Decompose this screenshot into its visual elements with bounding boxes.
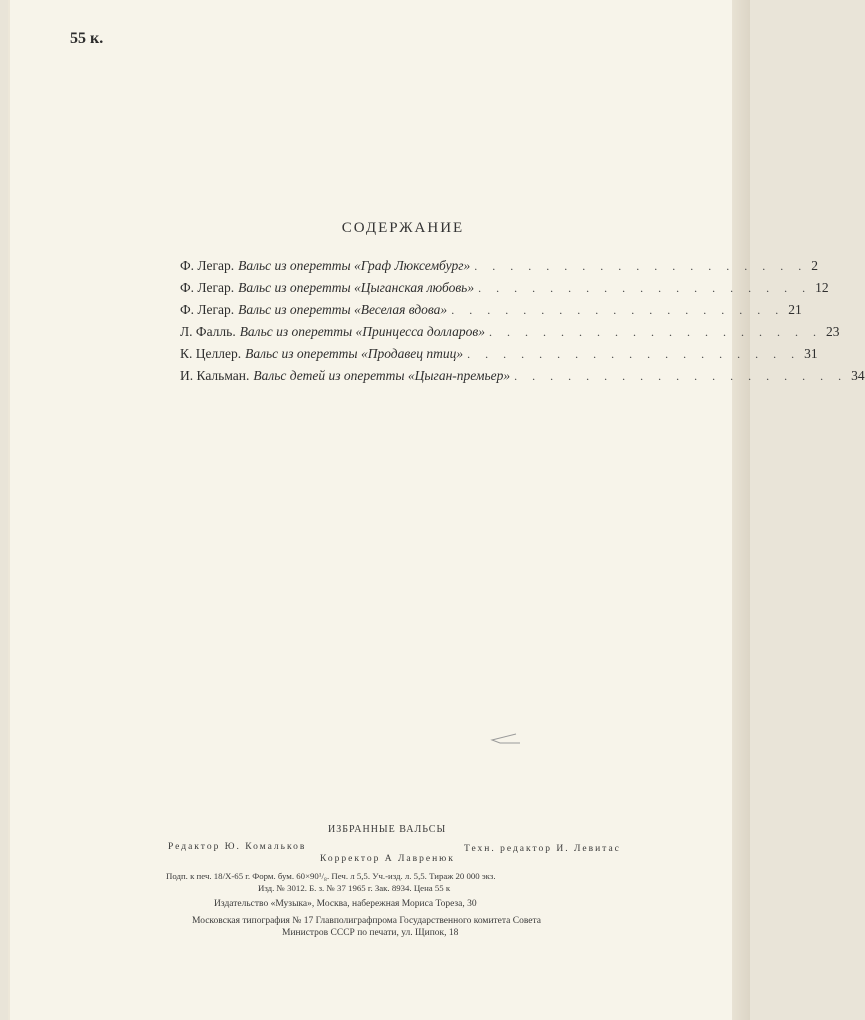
toc-entry-title: Вальс из оперетты «Граф Люксембург» <box>238 258 471 273</box>
toc-entry-title: Вальс из оперетты «Принцесса долларов» <box>239 324 485 339</box>
imprint-publisher: Издательство «Музыка», Москва, набережная Мориса Тореза, 30 <box>214 899 477 909</box>
leader-dots: . . . . . . . . . . . . . . . . . . . <box>467 347 801 361</box>
toc-entry <box>180 302 802 324</box>
toc-author: Ф. Легар. <box>180 302 235 317</box>
imprint-editor: Редактор Ю. Комальков <box>168 842 307 852</box>
leader-dots: . . . . . . . . . . . . . . . . . . . <box>451 303 785 317</box>
imprint-print-details: Подп. к печ. 18/X-65 г. Форм. бум. 60×90¹/₈. Печ. л 5,5. Уч.-изд. л. 5,5. Тираж 20 000 экз. <box>166 871 496 881</box>
price-label: 55 к. <box>70 30 104 47</box>
leader-dots: . . . . . . . . . . . . . . . . . . . <box>478 281 812 295</box>
leader-dots: . . . . . . . . . . . . . . . . . . . <box>488 325 822 339</box>
leader-dots: . . . . . . . . . . . . . . . . . . . <box>474 259 808 273</box>
toc-entry <box>180 324 840 346</box>
toc-page-number: 2 <box>811 258 819 273</box>
page-edge <box>732 0 750 1020</box>
toc-author: Ф. Легар. <box>180 280 235 295</box>
toc-page-number: 12 <box>815 280 829 295</box>
toc-page-number: 21 <box>788 302 802 317</box>
pencil-mark <box>486 730 526 750</box>
imprint-proofreader: Корректор А Лавренюк <box>320 854 455 864</box>
toc-author: К. Целлер. <box>180 346 242 361</box>
toc-entry <box>180 258 819 280</box>
toc-entry-title: Вальс из оперетты «Веселая вдова» <box>238 302 448 317</box>
toc-page-number: 34 <box>851 368 865 383</box>
toc-page-number: 23 <box>825 324 840 339</box>
toc-entry <box>180 346 818 368</box>
imprint-printer-line-1: Московская типография № 17 Главполиграфпрома Государственного комитета Совета <box>192 916 541 926</box>
toc-author: И. Кальман. <box>180 368 250 383</box>
toc-author: Л. Фалль. <box>180 324 236 339</box>
toc-page-number: 31 <box>804 346 818 361</box>
toc-entry-title: Вальс из оперетты «Продавец птиц» <box>245 346 464 361</box>
imprint-tech-editor: Техн. редактор И. Левитас <box>464 844 621 854</box>
imprint-book-title: ИЗБРАННЫЕ ВАЛЬСЫ <box>328 824 447 835</box>
toc-entry <box>180 368 865 390</box>
toc-entry-title: Вальс детей из оперетты «Цыган-премьер» <box>253 368 511 383</box>
imprint-printer-line-2: Министров СССР по печати, ул. Щипок, 18 <box>282 928 459 938</box>
toc-title: СОДЕРЖАНИЕ <box>341 220 465 236</box>
toc-entry-title: Вальс из оперетты «Цыганская любовь» <box>238 280 475 295</box>
book-page <box>8 0 865 1020</box>
toc-entry <box>180 280 829 302</box>
imprint-order-details: Изд. № 3012. Б. з. № 37 1965 г. Зак. 8934. Цена 55 к <box>258 883 451 893</box>
leader-dots: . . . . . . . . . . . . . . . . . . . <box>514 369 848 383</box>
toc-author: Ф. Легар. <box>180 258 235 273</box>
table-of-contents <box>180 258 865 390</box>
